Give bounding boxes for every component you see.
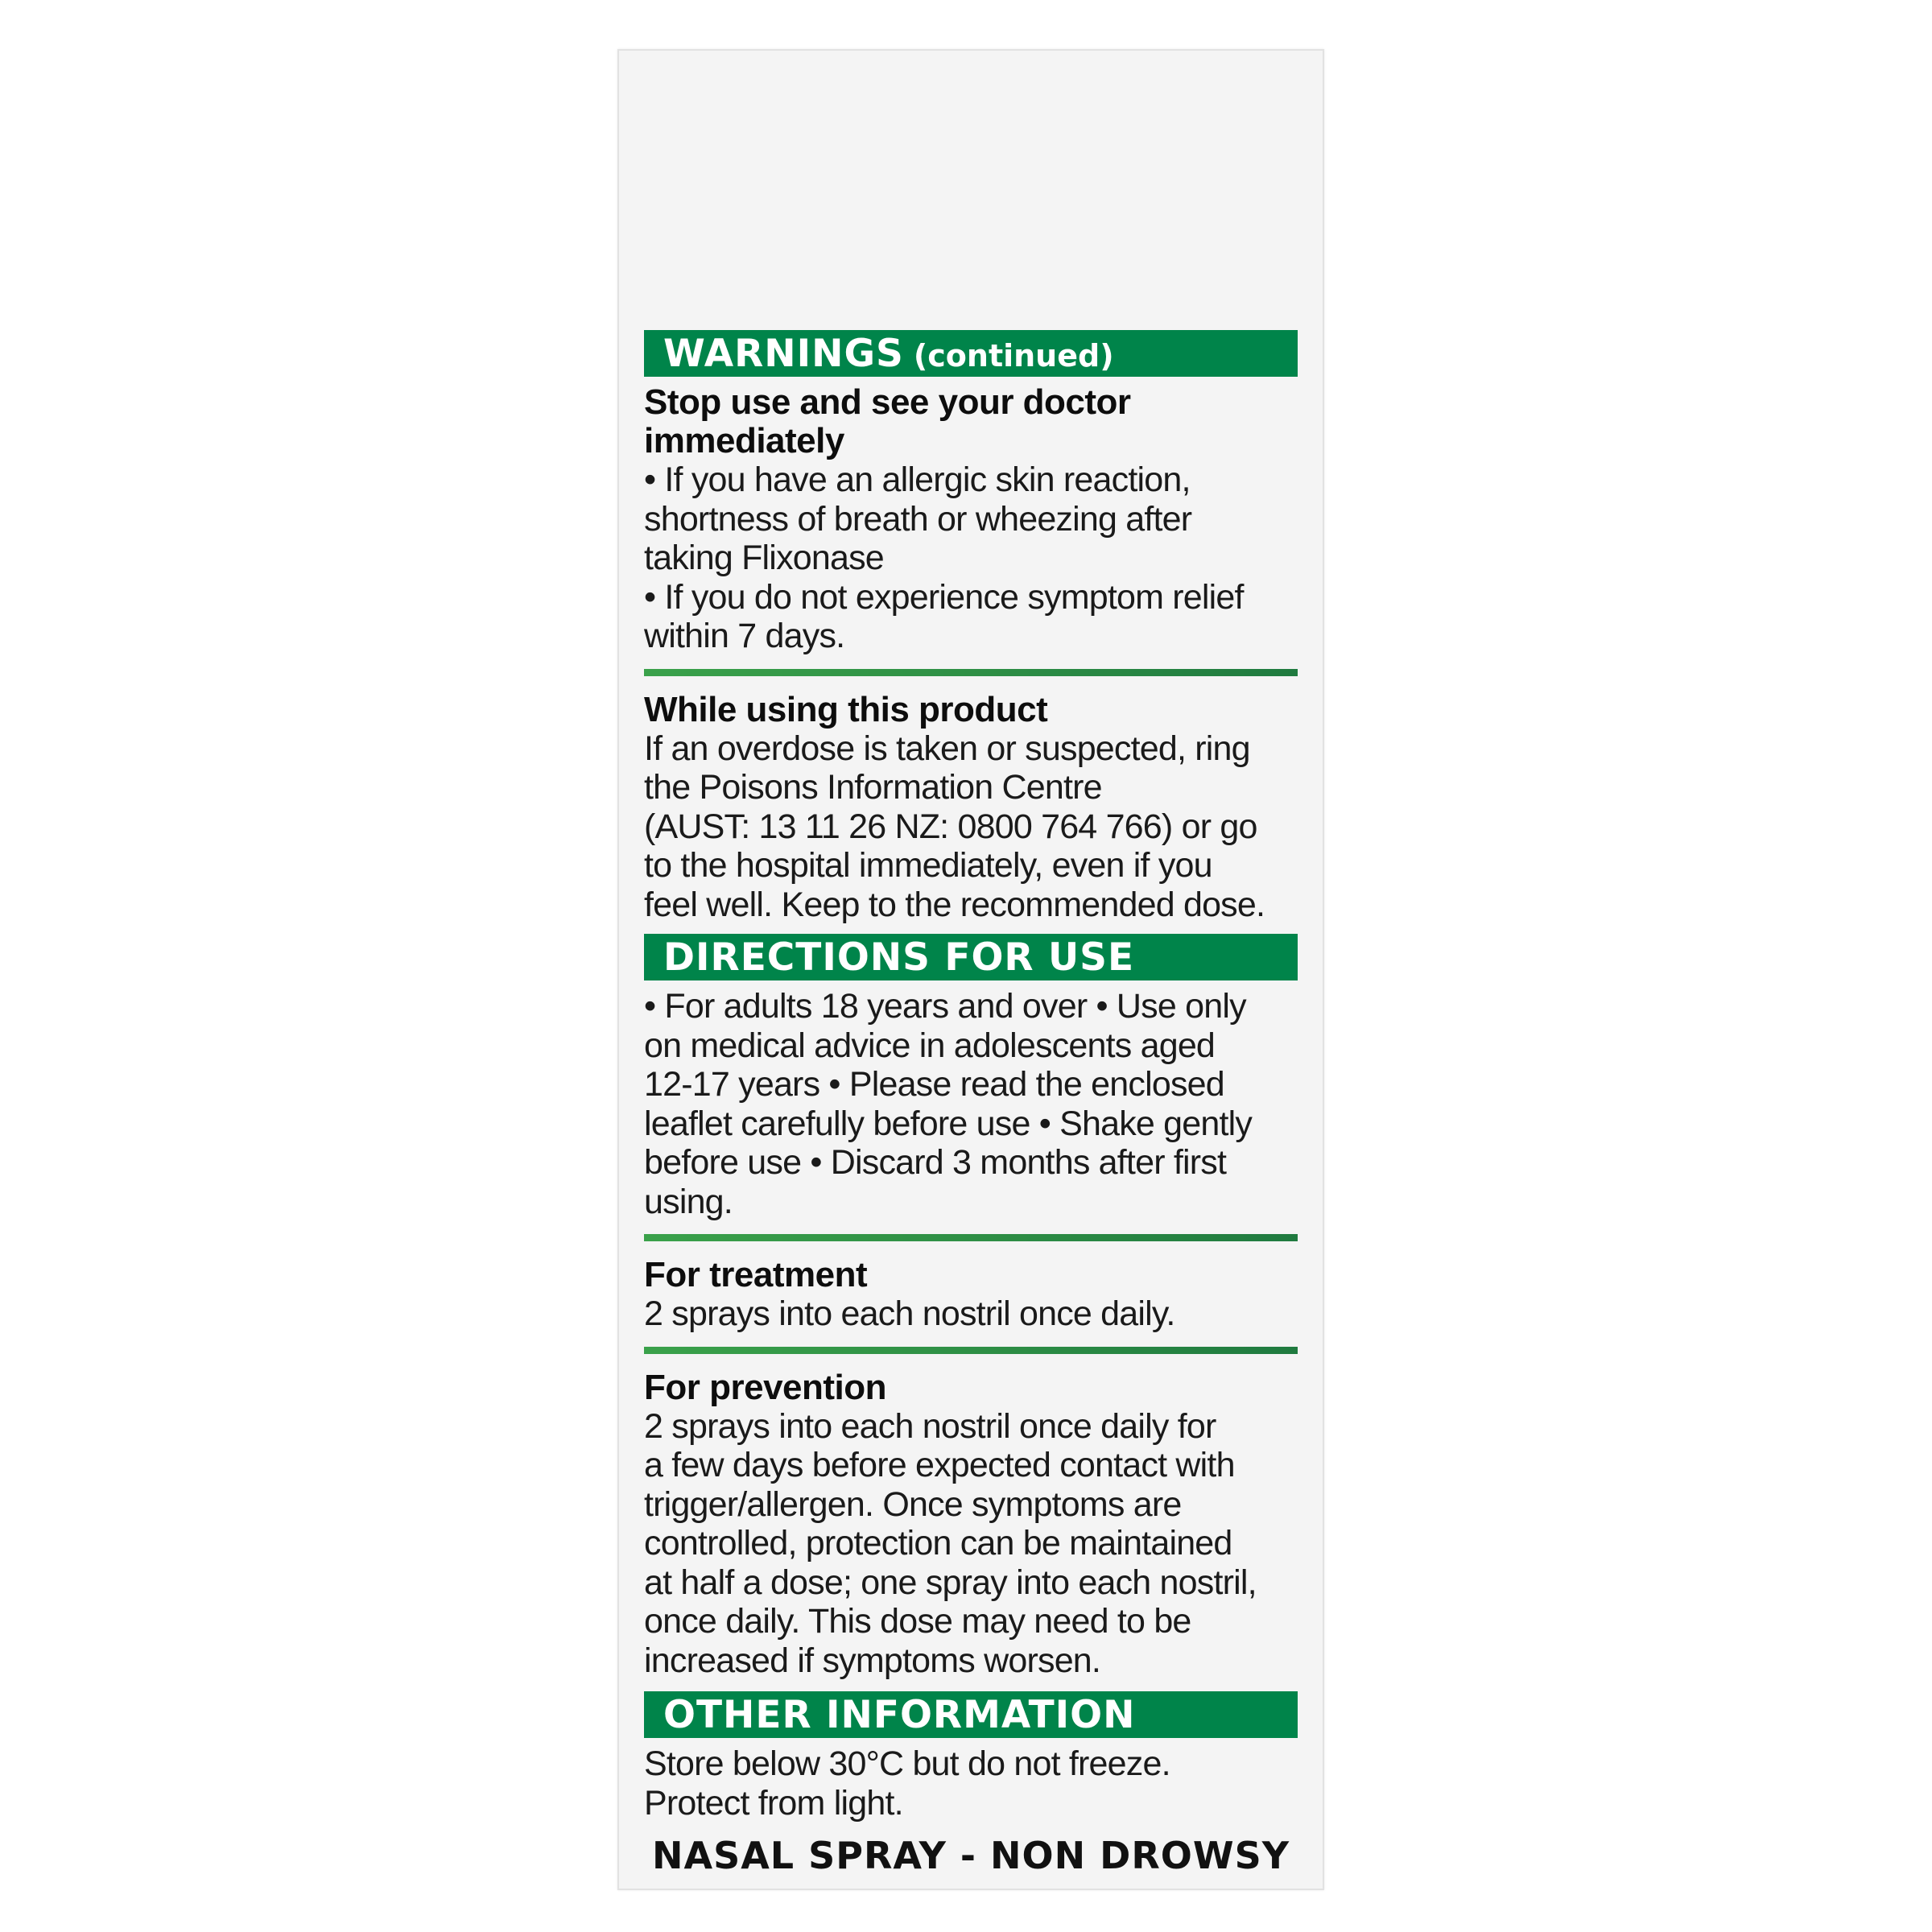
section-divider [644, 1234, 1298, 1241]
stop-use-line: • If you do not experience symptom relief [644, 577, 1244, 617]
while-using-title: While using this product [644, 689, 1048, 729]
stop-use-line: within 7 days. [644, 617, 845, 655]
while-using-line: If an overdose is taken or suspected, ring [644, 729, 1250, 768]
prevention-title: For prevention [644, 1367, 887, 1407]
while-using-line: the Poisons Information Centre [644, 768, 1102, 807]
prevention-line: a few days before expected contact with [644, 1446, 1235, 1484]
prevention-section [644, 1368, 1298, 1681]
prevention-line: at half a dose; one spray into each nostril, [644, 1563, 1257, 1602]
directions-header [644, 934, 1298, 980]
treatment-line: 2 sprays into each nostril once daily. [644, 1294, 1175, 1333]
directions-line: 12-17 years • Please read the enclosed [644, 1065, 1224, 1104]
prevention-line: increased if symptoms worsen. [644, 1641, 1101, 1680]
treatment-section [644, 1256, 1298, 1334]
directions-line: • For adults 18 years and over • Use only [644, 987, 1246, 1026]
prevention-line: once daily. This dose may need to be [644, 1602, 1191, 1641]
stop-use-title-line-1: Stop use and see your doctor [644, 382, 1131, 422]
stop-use-line: • If you have an allergic skin reaction, [644, 460, 1191, 499]
while-using-section [644, 691, 1298, 925]
warnings-heading-suffix: (continued) [913, 338, 1114, 374]
warnings-header [644, 330, 1298, 377]
stop-use-line: taking Flixonase [644, 539, 884, 577]
while-using-line: (AUST: 13 11 26 NZ: 0800 764 766) or go [644, 807, 1257, 846]
other-information-section [644, 1744, 1298, 1823]
treatment-title: For treatment [644, 1255, 868, 1294]
warnings-heading: WARNINGS [663, 331, 904, 376]
directions-line: on medical advice in adolescents aged [644, 1026, 1216, 1065]
section-divider [644, 669, 1298, 676]
while-using-line: to the hospital immediately, even if you [644, 846, 1212, 885]
other-information-line: Store below 30°C but do not freeze. [644, 1744, 1170, 1783]
directions-line: before use • Discard 3 months after first [644, 1143, 1227, 1182]
product-type-footer: NASAL SPRAY - NON DROWSY [651, 1834, 1290, 1877]
stop-use-section [644, 383, 1298, 656]
section-divider [644, 1347, 1298, 1354]
other-information-heading: OTHER INFORMATION [663, 1692, 1136, 1737]
stop-use-line: shortness of breath or wheezing after [644, 499, 1192, 539]
directions-line: leaflet carefully before use • Shake gently [644, 1104, 1253, 1143]
directions-heading: DIRECTIONS FOR USE [663, 935, 1135, 980]
other-information-line: Protect from light. [644, 1783, 903, 1823]
prevention-line: 2 sprays into each nostril once daily for [644, 1406, 1216, 1446]
other-information-header [644, 1691, 1298, 1738]
prevention-line: trigger/allergen. Once symptoms are [644, 1484, 1182, 1524]
stop-use-title-line-2: immediately [644, 421, 844, 460]
prevention-line: controlled, protection can be maintained [644, 1524, 1232, 1563]
directions-line: using. [644, 1182, 733, 1221]
directions-section [644, 987, 1298, 1221]
label-content [644, 330, 1298, 1823]
while-using-line: feel well. Keep to the recommended dose. [644, 885, 1265, 924]
